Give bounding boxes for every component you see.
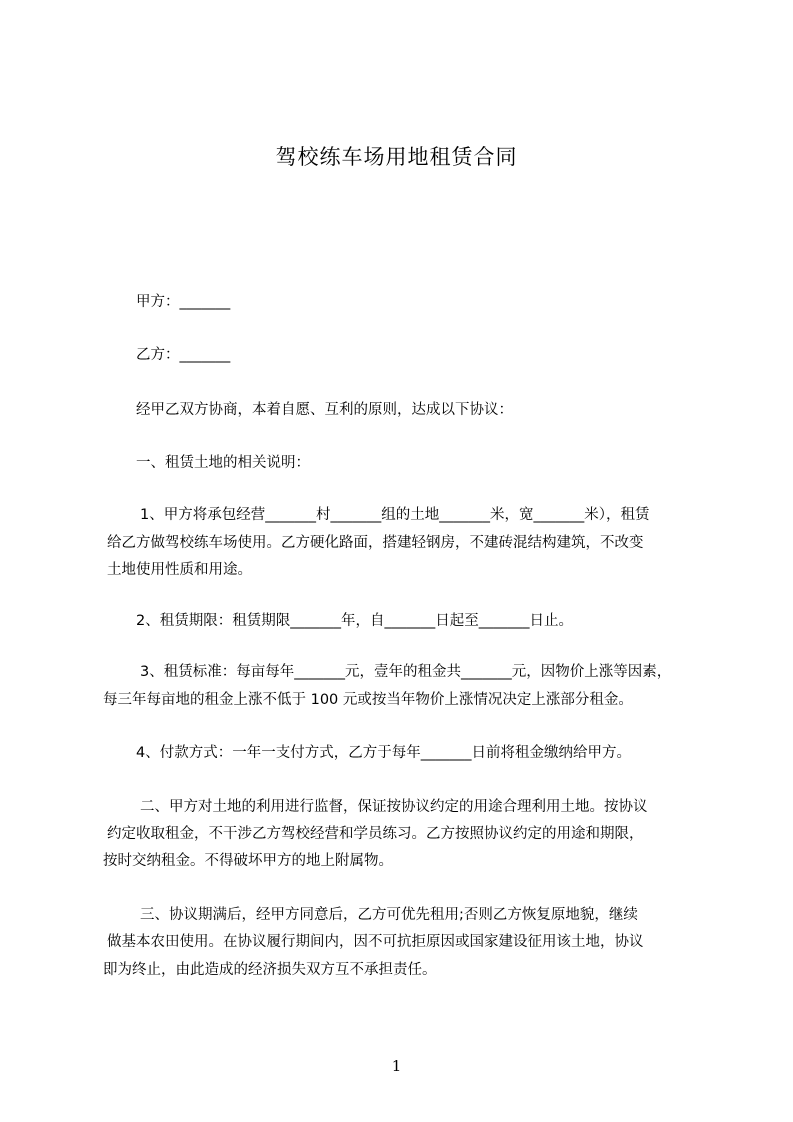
- clause3-line: 3、租赁标准：每亩每年_______元，壹年的租金共_______元，因物价上涨等因素，: [140, 664, 672, 680]
- section3-line: 三、协议期满后，经甲方同意后，乙方可优先租用;否则乙方恢复原地貌，继续: [140, 907, 638, 923]
- section1-heading: 一、租赁土地的相关说明：: [136, 455, 310, 471]
- page-number: 1: [391, 1057, 402, 1075]
- section2-line: 二、甲方对土地的利用进行监督，保证按协议约定的用途合理利用土地。按协议: [140, 799, 648, 815]
- clause1-line: 给乙方做驾校练车场使用。乙方硬化路面，搭建轻钢房，不建砖混结构建筑，不改变: [107, 535, 644, 551]
- party-b-line: 乙方：_______: [136, 347, 231, 363]
- clause2-paragraph: 2、租赁期限：租赁期限_______年，自_______日起至_______日止。: [136, 613, 573, 629]
- clause1-line: 土地使用性质和用途。: [107, 562, 252, 578]
- clause3-line: 每三年每亩地的租金上涨不低于 100 元或按当年物价上涨情况决定上涨部分租金。: [103, 692, 633, 708]
- section3-line: 即为终止，由此造成的经济损失双方互不承担责任。: [103, 962, 437, 978]
- intro-paragraph: 经甲乙双方协商，本着自愿、互利的原则，达成以下协议：: [136, 402, 513, 418]
- section3-line: 做基本农田使用。在协议履行期间内，因不可抗拒原因或国家建设征用该土地，协议: [107, 934, 644, 950]
- section2-line: 约定收取租金，不干涉乙方驾校经营和学员练习。乙方按照协议约定的用途和期限，: [107, 826, 644, 842]
- party-a-line: 甲方：_______: [136, 294, 231, 310]
- clause4-paragraph: 4、付款方式：一年一支付方式，乙方于每年_______日前将租金缴纳给甲方。: [136, 745, 631, 761]
- clause1-line: 1、甲方将承包经营_______村_______组的土地_______米，宽_______米），租赁: [140, 507, 650, 523]
- section2-line: 按时交纳租金。不得破坏甲方的地上附属物。: [103, 853, 393, 869]
- document-title: 驾校练车场用地租赁合同: [275, 145, 518, 169]
